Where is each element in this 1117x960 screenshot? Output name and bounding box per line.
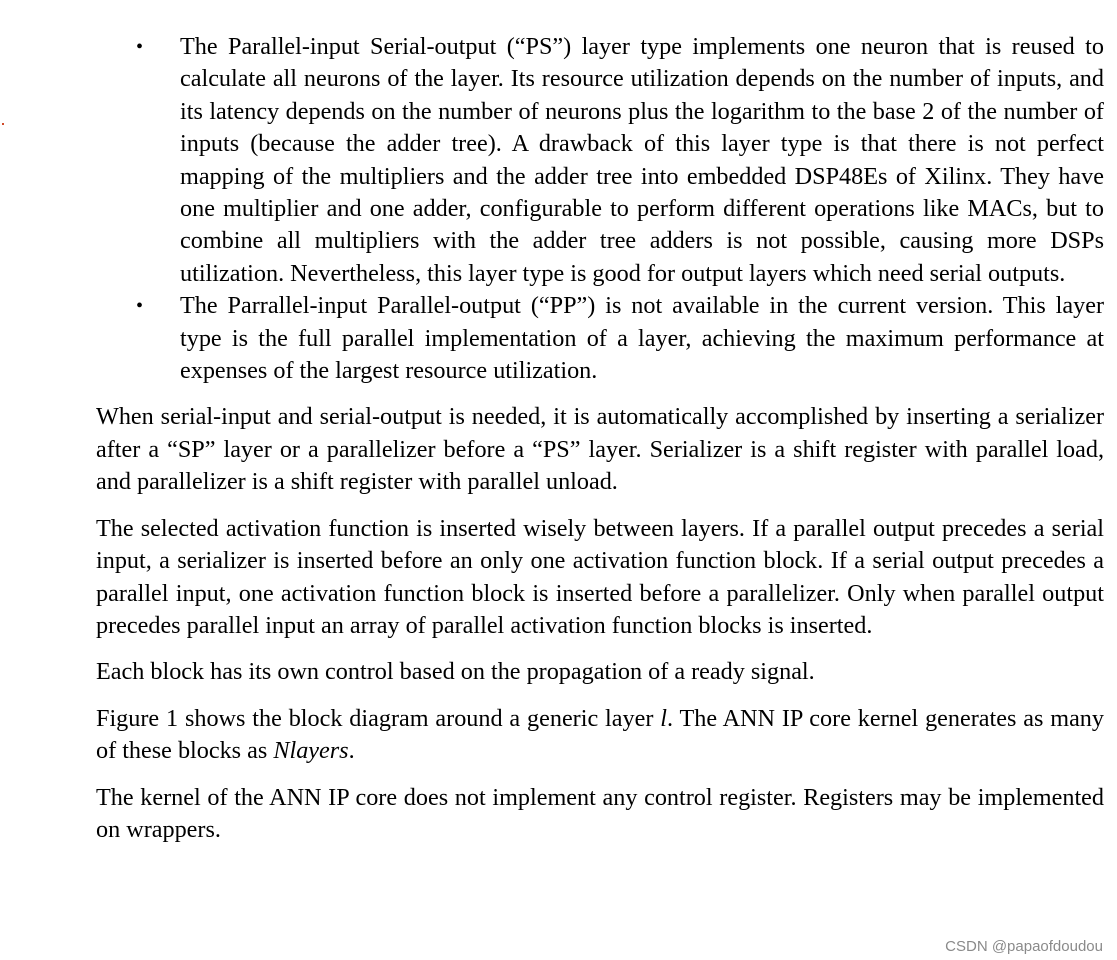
nlayers-variable: Nlayers (273, 737, 349, 765)
document-body (96, 31, 1104, 860)
figure-text-part1: Figure 1 shows the block diagram around a generic layer (96, 704, 661, 732)
layer-variable: l (660, 704, 667, 732)
paragraph-serializer: When serial-input and serial-output is needed, it is automatically accomplished by inserting a serializer after a “SP” layer or a parallelizer before a “PS” layer. Serializer is a shift register with parallel load, and parallelizer is a shift register with parallel unload. (96, 403, 1104, 496)
bullet-list (96, 31, 1104, 387)
paragraph-figure (96, 703, 1104, 768)
list-item (96, 31, 1104, 290)
bullet-icon: • (136, 36, 144, 58)
watermark: CSDN @papaofdoudou (945, 938, 1103, 955)
paragraph-control: Each block has its own control based on the propagation of a ready signal. (96, 658, 815, 686)
bullet-text-pp-layer: The Parrallel-input Parallel-output (“PP”) is not available in the current version. This layer type is the full parallel implementation of a layer, achieving the maximum performance at expenses of the largest resource utilization. (180, 292, 1104, 385)
figure-text-part2: . The ANN IP core kernel generates as many of these blocks as (96, 704, 1104, 765)
bullet-icon: • (136, 295, 144, 318)
paragraph-kernel: The kernel of the ANN IP core does not implement any control register. Registers may be implemented on wrappers. (96, 783, 1104, 843)
bullet-text-ps-layer: The Parallel-input Serial-output (“PS”) layer type implements one neuron that is reused to calculate all neurons of the layer. Its resource utilization depends on the number of inputs, and its latency depends on the number of neurons plus the logarithm to the base 2 of the number of inputs (because the adder tree). A drawback of this layer type is that there is not perfect mapping of the multipliers and the adder tree into embedded DSP48Es of Xilinx. They have one multiplier and one adder, configurable to perform different operations like MACs, but to combine all multipliers with the adder tree adders is not possible, causing more DSPs utilization. Nevertheless, this layer type is good for output layers which need serial outputs. (180, 33, 1104, 287)
margin-mark (2, 123, 4, 125)
list-item (96, 290, 1104, 387)
paragraph-activation: The selected activation function is inserted wisely between layers. If a parallel output precedes a serial input, a serializer is inserted before an only one activation function block. If a serial output precedes a parallel input, one activation function block is inserted before a parallelizer. Only when parallel output precedes parallel input an array of parallel activation function blocks is inserted. (96, 514, 1104, 639)
figure-text-part3: . (348, 737, 355, 765)
